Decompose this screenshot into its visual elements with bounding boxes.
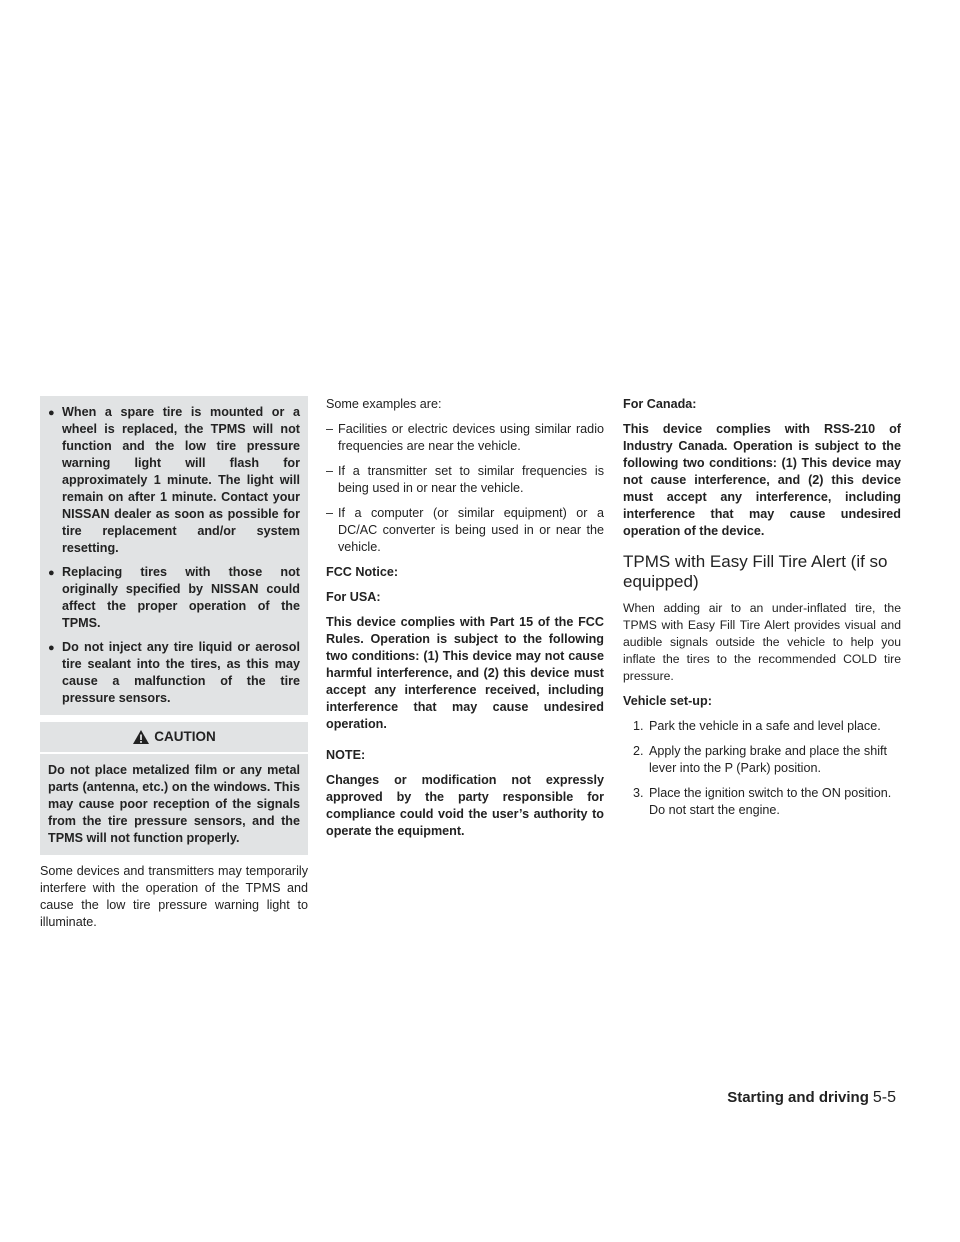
bullet-icon: ● (48, 407, 55, 419)
section-heading: TPMS with Easy Fill Tire Alert (if so equipped) (623, 552, 888, 591)
setup-label: Vehicle set-up: (623, 694, 712, 708)
bullet-icon: ● (48, 642, 55, 654)
dash-icon: – (326, 464, 334, 478)
for-usa-label: For USA: (326, 590, 381, 604)
warning-box (40, 396, 308, 715)
warning-bullet: ● When a spare tire is mounted or a wheel is replaced, the TPMS will not function and the low tire pressure warning light will flash for approximately 1 minute. The light will remain on after 1 minute. Contact your NISSAN dealer as soon as possible for tire replacement and/or system resetting. (48, 405, 300, 555)
bullet-icon: ● (48, 567, 55, 579)
column-2 (326, 396, 604, 848)
example-item: – If a transmitter set to similar frequencies is being used in or near the vehicle. (326, 464, 604, 495)
warning-triangle-icon (132, 729, 150, 745)
setup-step: 1. Park the vehicle in a safe and level place. (633, 719, 881, 733)
dash-icon: – (326, 422, 334, 436)
examples-intro: Some examples are: (326, 397, 442, 411)
setup-step: 2. Apply the parking brake and place the shift lever into the P (Park) position. (633, 744, 888, 775)
setup-step: 3. Place the ignition switch to the ON position. Do not start the engine. (633, 786, 892, 817)
caution-header (40, 722, 308, 752)
dash-icon: – (326, 506, 334, 520)
warning-bullet: ● Replacing tires with those not originally specified by NISSAN could affect the proper operation of the TPMS. (48, 565, 300, 630)
fcc-notice-label: FCC Notice: (326, 565, 399, 579)
example-item: – Facilities or electric devices using similar radio frequencies are near the vehicle. (326, 422, 604, 453)
page-number: 5-5 (872, 1089, 896, 1106)
interference-paragraph: Some devices and transmitters may temporarily interfere with the operation of the TPMS and cause the low tire pressure warning light to illuminate. (40, 864, 308, 929)
caution-body: Do not place metalized film or any metal parts (antenna, etc.) on the windows. This may cause poor reception of the signals from the tire pressure sensors, and the TPMS will not function properly. (40, 754, 308, 855)
section-name: Starting and driving (727, 1089, 869, 1106)
canada-text: This device complies with RSS-210 of Industry Canada. Operation is subject to the following two conditions: (1) This device may not cause interference, and (2) this device must accept any interference, including interference that may cause undesired operation of the device. (623, 422, 901, 538)
easy-fill-intro: When adding air to an under-inflated tire, the TPMS with Easy Fill Tire Alert provides visual and audible signals outside the vehicle to help you inflate the tires to the recommended COLD tire pressure. (623, 601, 901, 683)
caution-label: CAUTION (154, 729, 216, 744)
column-3 (623, 396, 901, 827)
for-canada-label: For Canada: (623, 397, 697, 411)
usa-text: This device complies with Part 15 of the FCC Rules. Operation is subject to the following two conditions: (1) This device may not cause harmful interference, and (2) this device must accept any interference received, including interference that may cause undesired operation. (326, 615, 604, 731)
column-1 (40, 396, 308, 939)
example-item: – If a computer (or similar equipment) or a DC/AC converter is being used in or near the vehicle. (326, 506, 604, 554)
note-label: NOTE: (326, 748, 366, 762)
note-text: Changes or modification not expressly approved by the party responsible for compliance could void the user’s authority to operate the equipment. (326, 773, 604, 838)
warning-bullet: ● Do not inject any tire liquid or aerosol tire sealant into the tires, as this may cause a malfunction of the tire pressure sensors. (48, 640, 300, 705)
page-footer (727, 1089, 896, 1107)
